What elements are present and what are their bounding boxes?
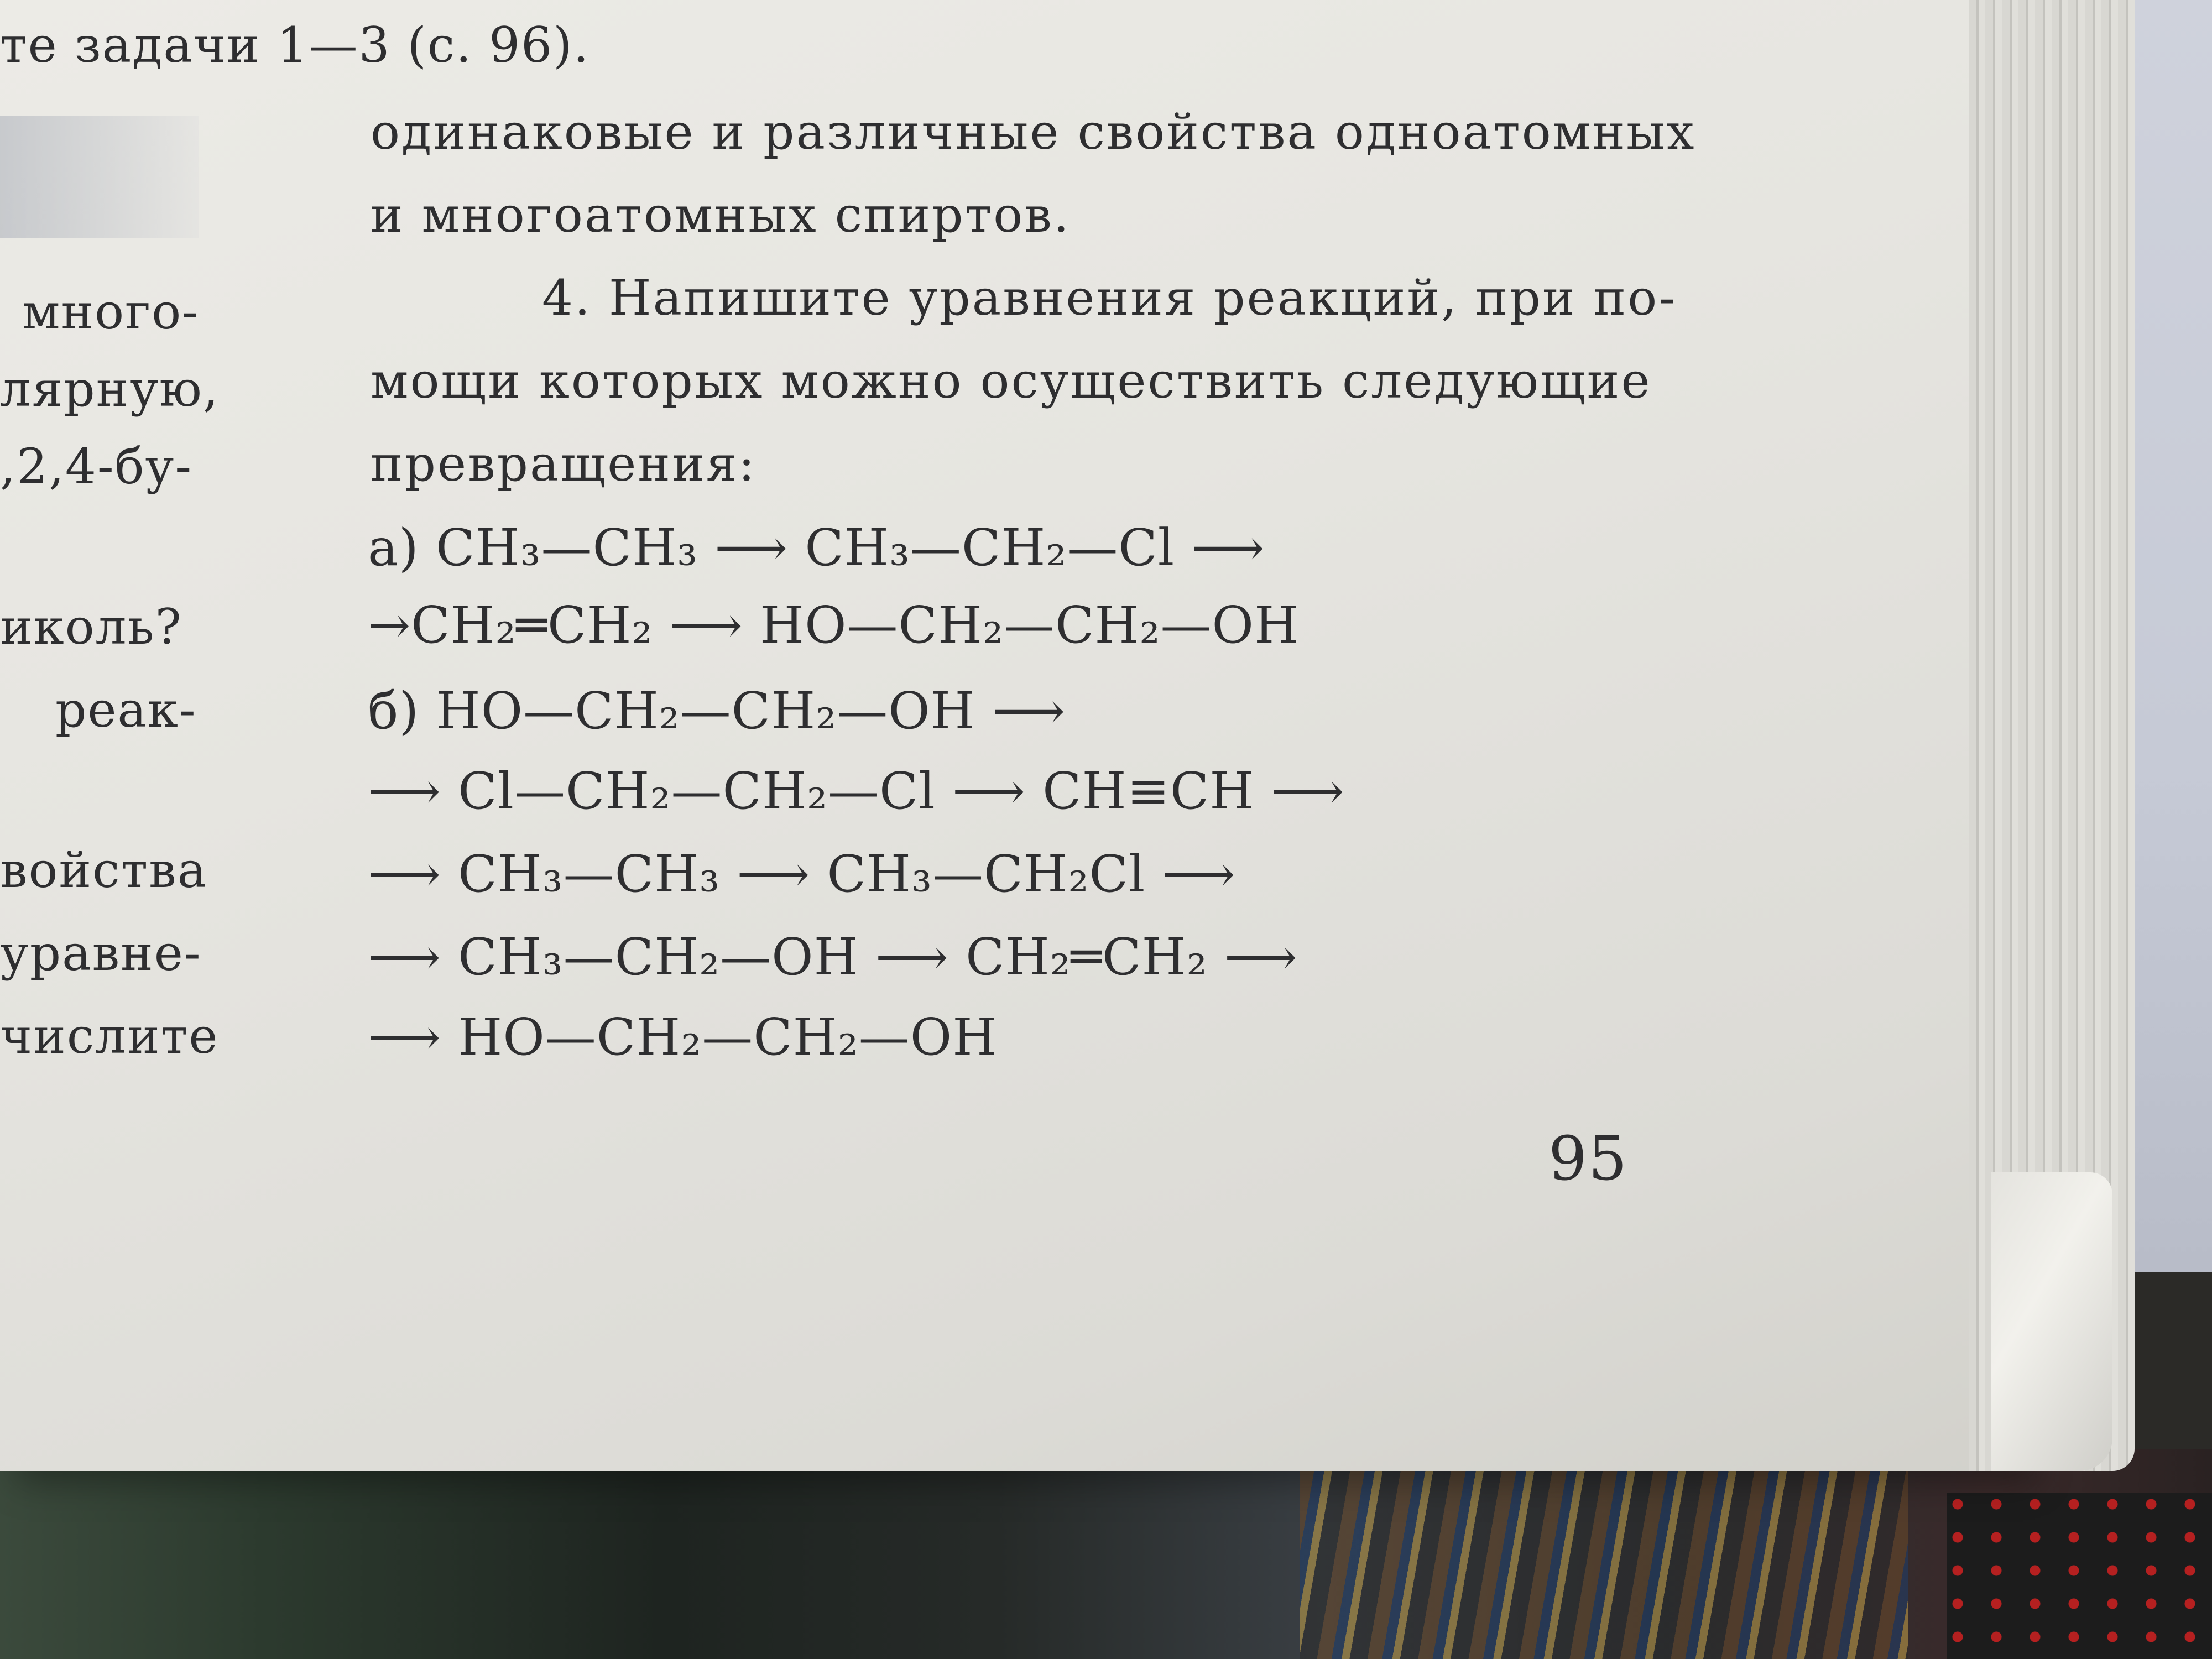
formula-b-line: б) HO—CH₂—CH₂—OH ⟶ <box>368 681 1066 740</box>
left-column-line: реак- <box>55 681 197 738</box>
top-line: те задачи 1—3 (с. 96). <box>0 17 590 74</box>
left-column-line: уравне- <box>0 925 202 982</box>
paragraph-line: и многоатомных спиртов. <box>371 186 1071 243</box>
paragraph-line: одинаковые и различные свойства одноатомных <box>371 103 1696 160</box>
formula-a-line: →CH₂═CH₂ ⟶ HO—CH₂—CH₂—OH <box>368 596 1300 655</box>
left-column-line: иколь? <box>0 598 182 655</box>
fabric-pattern <box>1300 1471 1908 1659</box>
task-heading-line: 4. Напишите уравнения реакций, при по- <box>542 269 1677 326</box>
task-line: превращения: <box>371 435 757 492</box>
formula-a-line: а) CH₃—CH₃ ⟶ CH₃—CH₂—Cl ⟶ <box>368 518 1265 577</box>
left-column-line: войства <box>0 842 208 899</box>
left-column-line: лярную, <box>0 361 220 418</box>
formula-b-line: ⟶ CH₃—CH₃ ⟶ CH₃—CH₂Cl ⟶ <box>368 844 1236 904</box>
formula-b-line: ⟶ CH₃—CH₂—OH ⟶ CH₂═CH₂ ⟶ <box>368 927 1298 987</box>
left-column-line: ,2,4-бу- <box>0 438 193 495</box>
formula-b-line: ⟶ HO—CH₂—CH₂—OH <box>368 1008 998 1067</box>
task-line: мощи которых можно осуществить следующие <box>371 352 1652 409</box>
fabric-dotted <box>1947 1493 2212 1659</box>
left-column-line: числите <box>0 1008 219 1065</box>
formula-b-line: ⟶ Cl—CH₂—CH₂—Cl ⟶ CH≡CH ⟶ <box>368 761 1345 821</box>
page-number: 95 <box>1548 1123 1628 1194</box>
page-corner-curl <box>1991 1172 2112 1471</box>
page-shadow <box>0 116 199 238</box>
left-column-line: много- <box>22 283 200 340</box>
